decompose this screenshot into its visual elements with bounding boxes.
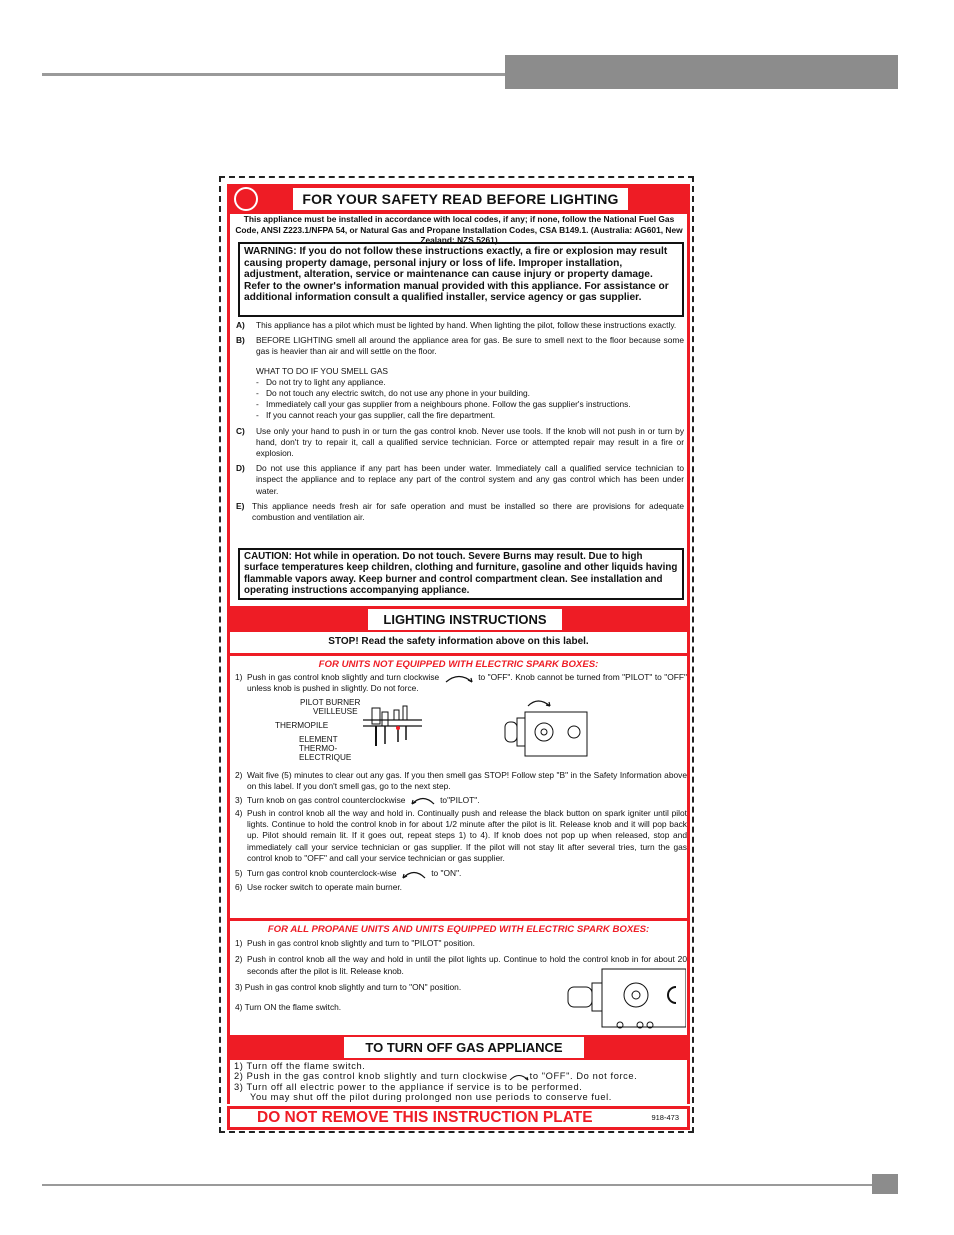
spark-section (227, 921, 690, 1035)
counterclockwise-arrow-icon (408, 795, 438, 805)
non-spark-step-5: 5) Turn gas control knob counterclock-wise to "ON". (235, 868, 462, 879)
caution-box: CAUTION: Hot while in operation. Do not touch. Severe Burns may result. Due to high surface temperatures keep children, clothing and furniture, gasoline and other liquids having flammable vapors away. Keep burner and control compartment clean. See installation and operating instructions accompanying appliance. (238, 548, 684, 600)
veilleuse-label: VEILLEUSE (313, 707, 358, 716)
turnoff-step-1: 1) Turn off the flame switch. (234, 1061, 366, 1071)
turnoff-title-bar (227, 1035, 690, 1060)
turnoff-section (227, 1060, 690, 1104)
turnoff-title: TO TURN OFF GAS APPLIANCE (344, 1037, 584, 1058)
item-c: C) Use only your hand to push in or turn the gas control knob. Never use tools. If the knob will not push in or turn by hand, don't try to repair it, call a qualified service technician. Force or attempted repair may result in a fire or explosion. (236, 425, 684, 459)
spark-step-4: 4) Turn ON the flame switch. (235, 1002, 342, 1013)
instruction-plate (219, 176, 694, 1133)
smell-item: - Immediately call your gas supplier from a neighbours phone. Follow the gas supplier's instructions. (256, 399, 631, 410)
non-spark-steps (235, 770, 687, 893)
non-spark-section (227, 656, 690, 918)
pilot-burner-drawing (358, 702, 428, 752)
header-bar (505, 55, 898, 89)
clockwise-arrow-icon (442, 673, 476, 683)
item-d: D) Do not use this appliance if any part has been under water. Immediately call a qualified service technician to inspect the appliance and to replace any part of the control system and any gas control which has been under water. (236, 463, 684, 496)
safety-section (227, 214, 690, 606)
non-spark-step-2: 2) Wait five (5) minutes to clear out any gas. If you then smell gas STOP! Follow step "B" in the Safety Information above on this label. If you don't smell gas, go to the next step. (235, 770, 687, 792)
safety-title: FOR YOUR SAFETY READ BEFORE LIGHTING (293, 188, 628, 210)
spark-step-2: 2) Push in control knob all the way and hold in until the pilot lights up. Continue to hold the control knob in for about 20 seconds after the pilot is lit. Release knob. (235, 954, 687, 976)
smell-item: - If you cannot reach your gas supplier, call the fire department. (256, 410, 496, 421)
stop-notice: STOP! Read the safety information above on this label. (227, 632, 690, 653)
lighting-title: LIGHTING INSTRUCTIONS (368, 609, 562, 630)
safety-title-bar (227, 184, 690, 214)
header-rule (42, 73, 505, 76)
footer-page-box (872, 1174, 898, 1194)
smell-heading: WHAT TO DO IF YOU SMELL GAS (256, 365, 389, 376)
thermo-label: THERMO- (299, 744, 338, 753)
pilot-diagram (230, 696, 687, 766)
thermopile-label: THERMOPILE (275, 721, 329, 730)
safety-items (236, 320, 684, 527)
non-spark-step-1: 1) Push in gas control knob slightly and turn clockwise to "OFF". Knob cannot be turned from "PILOT" to "OFF" unless knob is pushed in slightly. Do not force. (235, 672, 687, 694)
item-b: B) BEFORE LIGHTING smell all around the appliance area for gas. Be sure to smell next to the floor because some gas is heavier than air and will settle on the floor. (236, 335, 684, 357)
spark-step-1: 1) Push in gas control knob slightly and turn to "PILOT" position. (235, 938, 476, 948)
non-spark-step-4: 4) Push in control knob all the way and hold in. Continually push and release the black button on spark igniter until pilot lights. Continue to hold the control knob in for about 1/2 minute after the pilot is lit. Release knob and it will pop back up. Pilot should remain lit. If it goes out, repeat steps 1) to 4). If knob does not pop up when released, stop and immediately call your service technician or gas supplier. If the pilot will not stay lit after several tries, turn the gas control knob to "OFF" and call your service technician or gas supplier. (235, 807, 687, 864)
smell-item: - Do not touch any electric switch, do not use any phone in your building. (256, 388, 530, 399)
footer-rule (42, 1184, 872, 1186)
spark-heading: FOR ALL PROPANE UNITS AND UNITS EQUIPPED WITH ELECTRIC SPARK BOXES: (267, 924, 650, 935)
warning-box: WARNING: If you do not follow these instructions exactly, a fire or explosion may result causing property damage, personal injury or loss of life. Improper installation, adjustment, alteration, service or maintenance can cause injury or property damage. Refer to the owner's information manual provided with this appliance. For assistance or additional information consult a qualified installer, service agency or gas supplier. (238, 242, 684, 317)
smell-item: - Do not try to light any appliance. (256, 376, 386, 387)
non-spark-heading: FOR UNITS NOT EQUIPPED WITH ELECTRIC SPARK BOXES: (318, 659, 599, 670)
non-spark-step-3: 3) Turn knob on gas control counterclockwise to"PILOT". (235, 794, 480, 805)
do-not-remove-bar (227, 1106, 690, 1130)
spark-step-3: 3) Push in gas control knob slightly and turn to "ON" position. (235, 981, 462, 992)
intro-text: This appliance must be installed in accordance with local codes, if any; if none, follow the National Fuel Gas Code, ANSI Z223.1/NFPA 54, or Natural Gas and Propane Installation Codes, CSA B149.1. (Australia: AG601, New Zealand: NZS 5261) (235, 214, 683, 246)
item-e: E) This appliance needs fresh air for safe operation and must be installed so there are provisions for adequate combustion and ventilation air. (236, 500, 684, 523)
clockwise-arrow-icon (508, 1072, 530, 1081)
turnoff-step-2: 2) Push in the gas control knob slightly and turn clockwise to "OFF". Do not force. (234, 1071, 638, 1082)
counterclockwise-arrow-icon (399, 869, 429, 879)
turnoff-note: You may shut off the pilot during prolonged non use periods to conserve fuel. (250, 1091, 612, 1102)
non-spark-step-6: 6) Use rocker switch to operate main burner. (235, 881, 403, 892)
warning-circle-icon (234, 187, 258, 211)
do-not-remove-text: DO NOT REMOVE THIS INSTRUCTION PLATE (257, 1109, 593, 1126)
turnoff-step-3: 3) Turn off all electric power to the appliance if service is to be performed. (234, 1081, 583, 1092)
gas-valve-drawing (500, 696, 590, 766)
part-code: 918-473 (651, 1113, 679, 1122)
lighting-title-bar (227, 606, 690, 632)
element-label: ELEMENT (299, 735, 338, 744)
electrique-label: ELECTRIQUE (299, 753, 352, 762)
spark-valve-drawing (564, 965, 686, 1033)
item-a: A) This appliance has a pilot which must be lighted by hand. When lighting the pilot, follow these instructions exactly. (236, 320, 677, 330)
pilot-burner-label: PILOT BURNER (300, 698, 361, 707)
